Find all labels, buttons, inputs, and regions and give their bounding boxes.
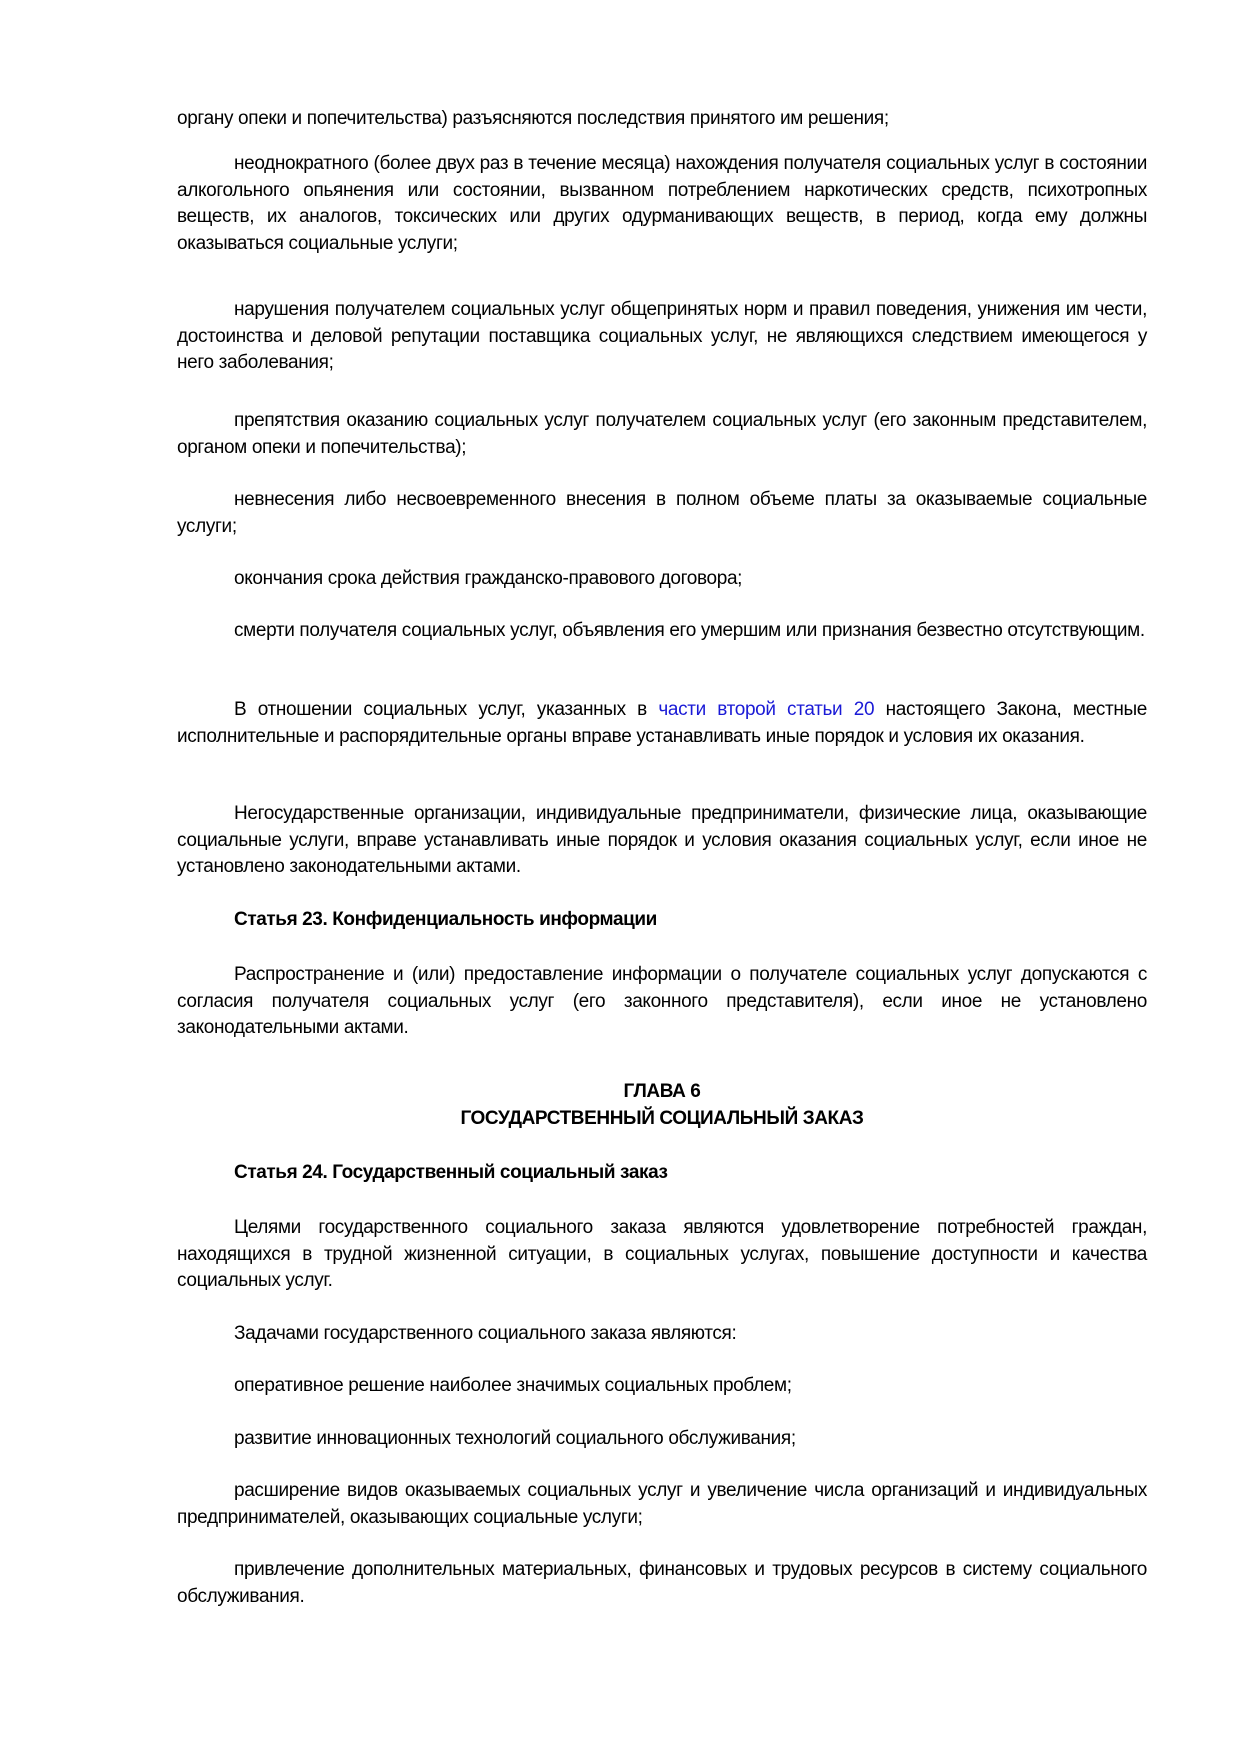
paragraph-p1: органу опеки и попечительства) разъясняются последствия принятого им решения; — [177, 108, 889, 129]
paragraph-p8-text-before: В отношении социальных услуг, указанных в — [234, 699, 659, 720]
paragraph-p15: расширение видов оказываемых социальных услуг и увеличение числа организаций и индивидуальных предпринимателей, оказывающих социальные услуги; — [177, 1480, 1147, 1528]
paragraph-p8 — [177, 697, 1147, 750]
paragraph-p13: оперативное решение наиболее значимых социальных проблем; — [234, 1375, 792, 1396]
paragraph-p16: привлечение дополнительных материальных, финансовых и трудовых ресурсов в систему социального обслуживания. — [177, 1559, 1147, 1607]
paragraph-p7: смерти получателя социальных услуг, объявления его умершим или признания безвестно отсутствующим. — [234, 620, 1145, 641]
article-20-link[interactable]: части второй статьи 20 — [658, 699, 875, 720]
paragraph-p6: окончания срока действия гражданско-правового договора; — [234, 568, 743, 589]
paragraph-p4: препятствия оказанию социальных услуг получателем социальных услуг (его законным представителем, органом опеки и попечительства); — [177, 410, 1147, 458]
paragraph-p8-text-after: настоящего Закона, местные исполнительные и распорядительные органы вправе устанавливать иные порядок и условия их оказания. — [177, 699, 1147, 747]
paragraph-p3: нарушения получателем социальных услуг общепринятых норм и правил поведения, унижения им чести, достоинства и деловой репутации поставщика социальных услуг, не являющихся следствием имеющегося у него заболевания; — [177, 299, 1147, 373]
paragraph-p2: неоднократного (более двух раз в течение месяца) нахождения получателя социальных услуг в состоянии алкогольного опьянения или состоянии, вызванном потреблением наркотических средств, психотропных веществ, их аналогов, токсических или других одурманивающих веществ, в период, когда ему должны оказываться социальные услуги; — [177, 153, 1147, 254]
paragraph-p5: невнесения либо несвоевременного внесения в полном объеме платы за оказываемые социальные услуги; — [177, 489, 1147, 537]
chapter-number: ГЛАВА 6 — [623, 1081, 701, 1102]
article-23-heading: Статья 23. Конфиденциальность информации — [234, 909, 657, 930]
article-24-heading: Статья 24. Государственный социальный заказ — [234, 1162, 668, 1183]
paragraph-p10: Распространение и (или) предоставление информации о получателе социальных услуг допускаются с согласия получателя социальных услуг (его законного представителя), если иное не установлено законодательными актами. — [177, 964, 1147, 1038]
paragraph-p12: Задачами государственного социального заказа являются: — [234, 1323, 737, 1344]
paragraph-p14: развитие инновационных технологий социального обслуживания; — [234, 1428, 796, 1449]
paragraph-p9: Негосударственные организации, индивидуальные предприниматели, физические лица, оказывающие социальные услуги, вправе устанавливать иные порядок и условия оказания социальных услуг, если иное не установлено законодательными актами. — [177, 803, 1147, 877]
chapter-title: ГОСУДАРСТВЕННЫЙ СОЦИАЛЬНЫЙ ЗАКАЗ — [460, 1108, 864, 1129]
paragraph-p11: Целями государственного социального заказа являются удовлетворение потребностей граждан, находящихся в трудной жизненной ситуации, в социальных услугах, повышение доступности и качества социальных услуг. — [177, 1217, 1147, 1291]
